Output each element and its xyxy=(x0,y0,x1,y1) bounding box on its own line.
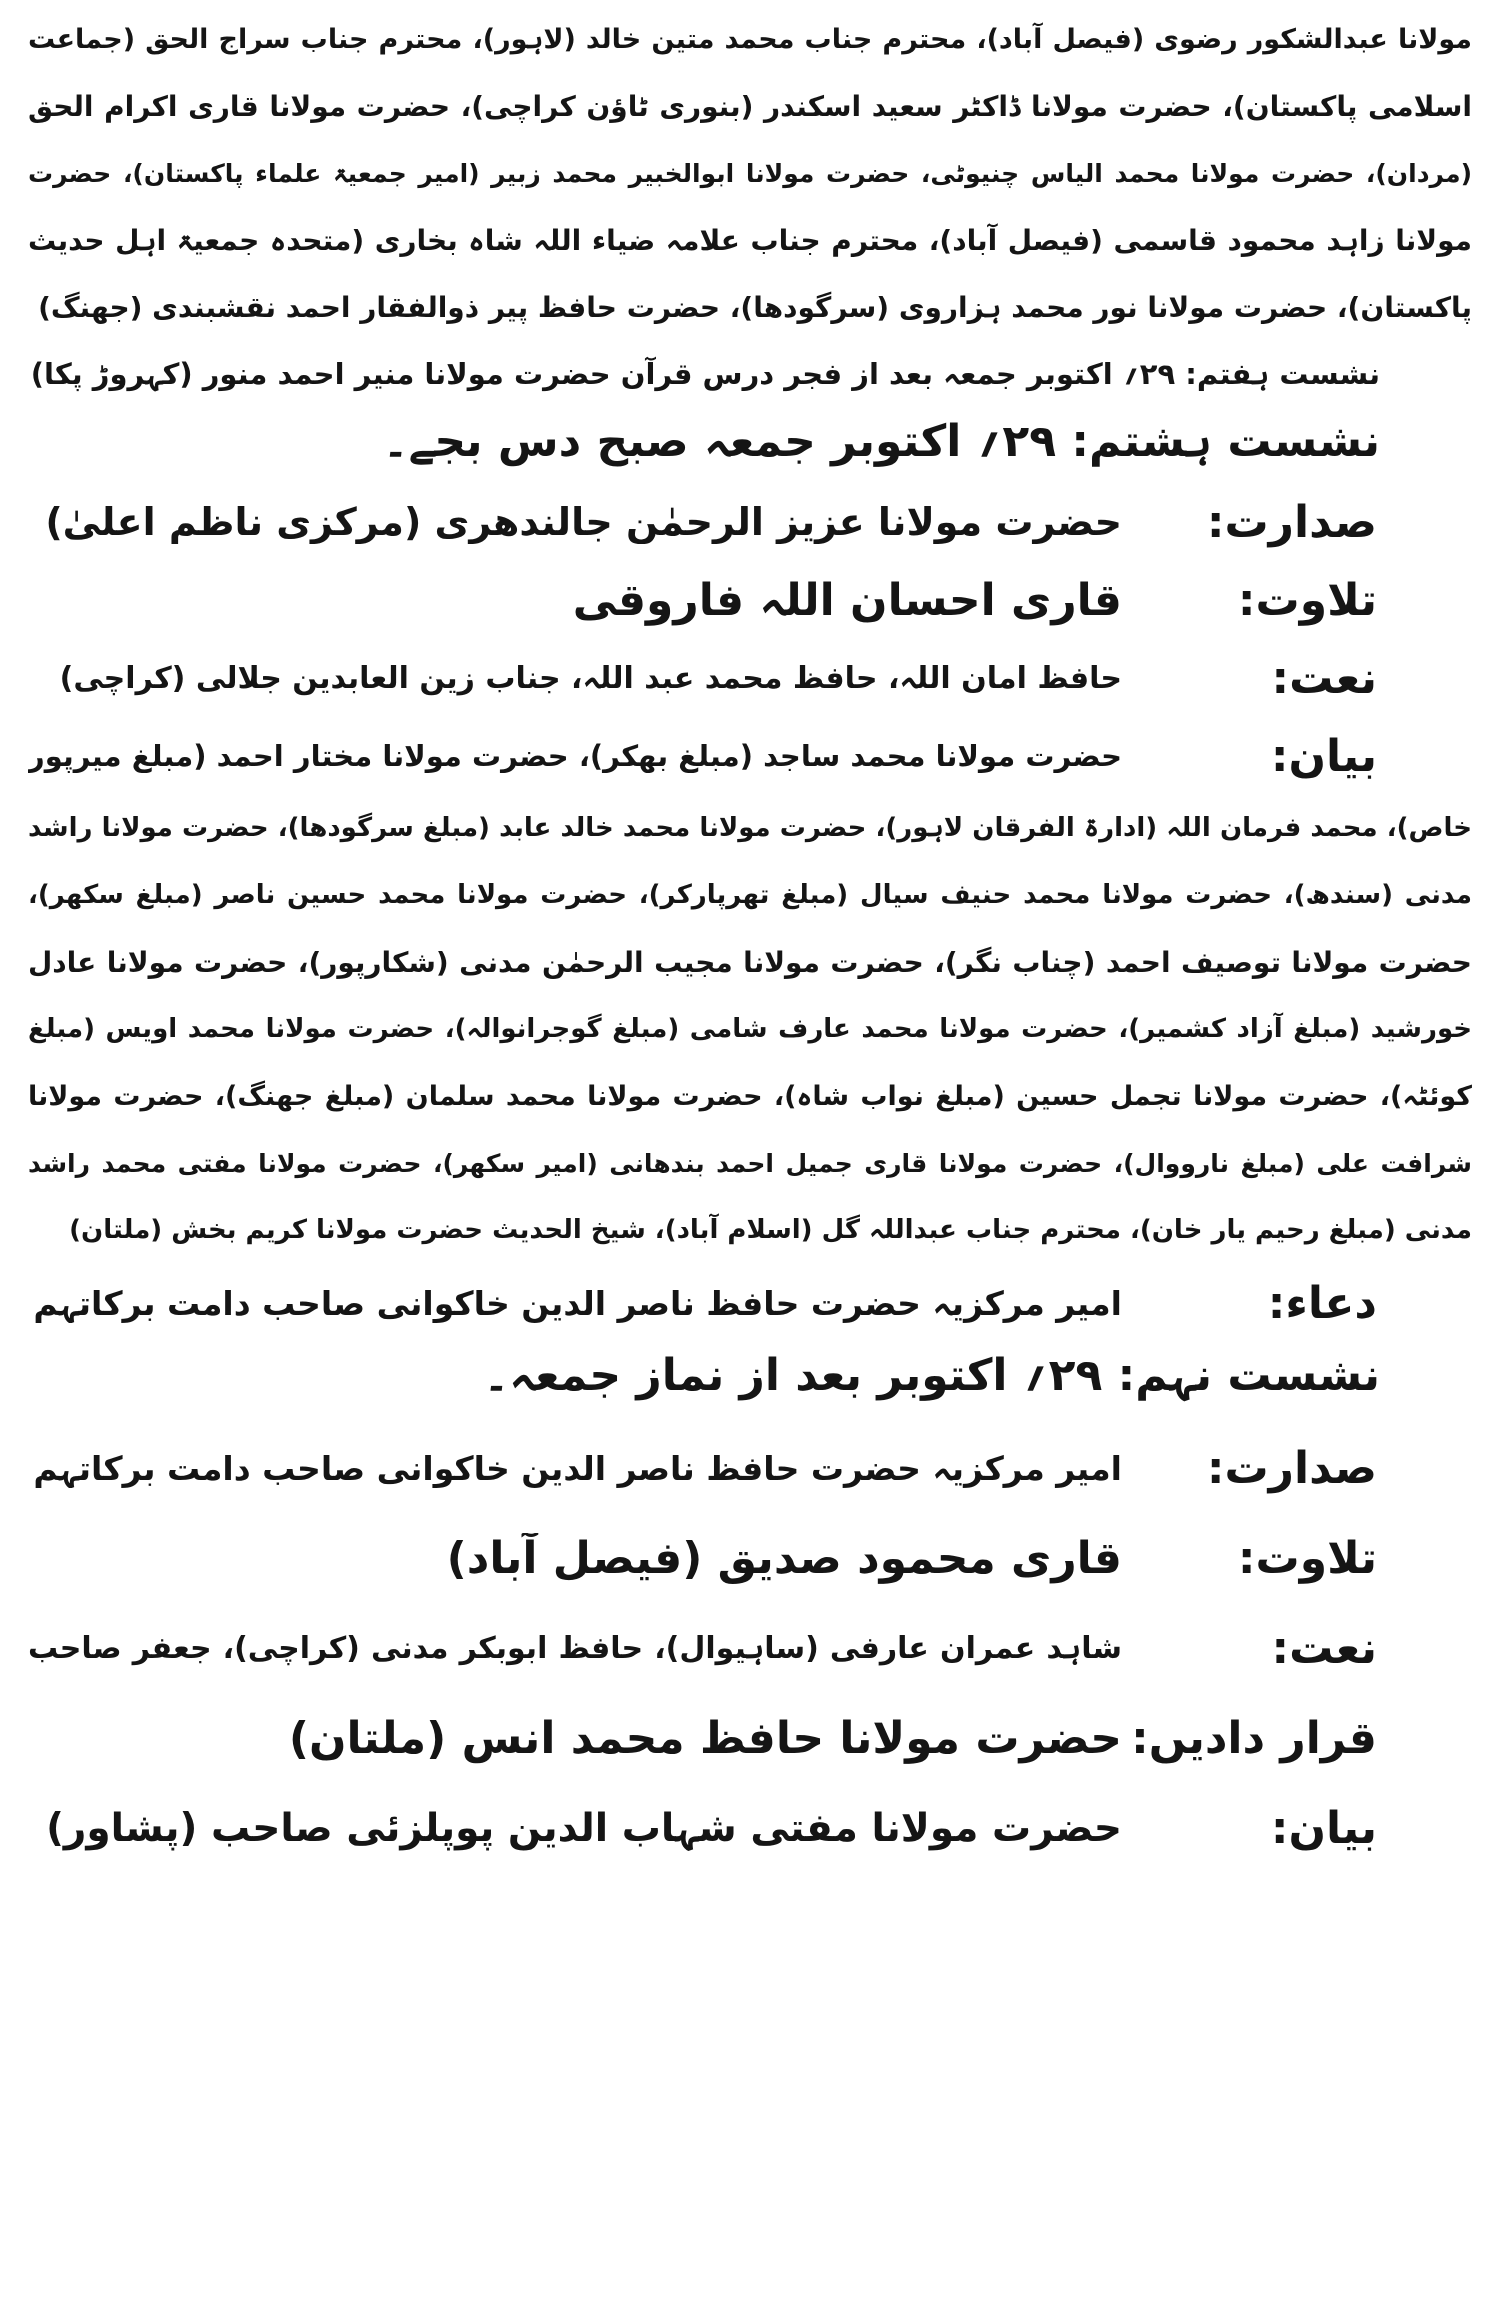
detail-value: حافظ امان اللہ، حافظ محمد عبد اللہ، جناب زین العابدین جلالی (کراچی) xyxy=(59,660,1122,696)
detail-label: تلاوت: xyxy=(1237,1532,1377,1584)
detail-row-naat xyxy=(28,639,1472,717)
detail-row-naat xyxy=(28,1603,1472,1693)
text-line: (مردان)، حضرت مولانا محمد الیاس چنیوٹی، حضرت مولانا ابوالخبیر محمد زبیر (امیر جمعیۃ علماء پاکستان)، حضرت xyxy=(28,159,1472,188)
text-line: مولانا عبدالشکور رضوی (فیصل آباد)، محترم جناب محمد متین خالد (لاہور)، محترم جناب سراج الحق (جماعت xyxy=(28,24,1472,55)
detail-row-recitation xyxy=(28,561,1472,639)
detail-label: تلاوت: xyxy=(1237,574,1377,626)
text-line: مدنی (مبلغ رحیم یار خان)، محترم جناب عبداللہ گل (اسلام آباد)، شیخ الحدیث حضرت مولانا کریم بخش (ملتان) xyxy=(69,1215,1472,1245)
text-line: مولانا زاہد محمود قاسمی (فیصل آباد)، محترم جناب علامہ ضیاء اللہ شاہ بخاری (متحدہ جمعیۃ اہل حدیث xyxy=(28,224,1472,257)
text-line: کوئٹہ)، حضرت مولانا تجمل حسین (مبلغ نواب شاہ)، حضرت مولانا محمد سلمان (مبلغ جھنگ)، حضرت مولانا xyxy=(28,1081,1472,1112)
detail-label: دعاء: xyxy=(1267,1277,1377,1329)
text-line: خورشید (مبلغ آزاد کشمیر)، حضرت مولانا محمد عارف شامی (مبلغ گوجرانوالہ)، حضرت مولانا محمد اویس (مبلغ xyxy=(28,1014,1472,1044)
detail-value: امیر مرکزیہ حضرت حافظ ناصر الدین خاکوانی صاحب دامت برکاتہم xyxy=(33,1448,1122,1488)
detail-row-recitation xyxy=(28,1513,1472,1603)
detail-label: صدارت: xyxy=(1206,1442,1377,1494)
detail-value: قاری محمود صدیق (فیصل آباد) xyxy=(446,1532,1122,1584)
participants-block-2 xyxy=(28,795,1472,1264)
session-7-heading: نشست ہفتم: ۲۹؍ اکتوبر جمعہ بعد از فجر درس قرآن حضرت مولانا منیر احمد منور (کہروڑ پکا) xyxy=(30,357,1380,391)
session-8-heading: نشست ہشتم: ۲۹؍ اکتوبر جمعہ صبح دس بجے۔ xyxy=(382,416,1380,467)
detail-label: صدارت: xyxy=(1206,496,1377,548)
detail-value: قاری احسان اللہ فاروقی xyxy=(572,574,1122,626)
detail-row-presidency xyxy=(28,1423,1472,1513)
detail-label: قرار دادیں: xyxy=(1131,1712,1377,1764)
text-line: خاص)، محمد فرمان اللہ (ادارۃ الفرقان لاہور)، حضرت مولانا محمد خالد عابد (مبلغ سرگودھا)، حضرت مولانا راشد xyxy=(28,813,1472,843)
detail-value: حضرت مولانا حافظ محمد انس (ملتان) xyxy=(288,1712,1122,1764)
detail-label: نعت: xyxy=(1271,1622,1377,1674)
detail-value: حضرت مولانا مفتی شہاب الدین پوپلزئی صاحب (پشاور) xyxy=(46,1805,1122,1851)
text-line: شرافت علی (مبلغ نارووال)، حضرت مولانا قاری جمیل احمد بندھانی (امیر سکھر)، حضرت مولانا مفتی محمد راشد xyxy=(28,1149,1472,1178)
detail-value: حضرت مولانا عزیز الرحمٰن جالندھری (مرکزی ناظم اعلیٰ) xyxy=(45,500,1122,544)
session-9-heading: نشست نہم: ۲۹؍ اکتوبر بعد از نماز جمعہ۔ xyxy=(483,1350,1380,1401)
document-page xyxy=(28,6,1472,2294)
text-line: مدنی (سندھ)، حضرت مولانا محمد حنیف سیال (مبلغ تھرپارکر)، حضرت مولانا محمد حسین ناصر (مبلغ سکھر)، xyxy=(28,880,1472,910)
detail-label: بیان: xyxy=(1270,1802,1377,1854)
session-8-details xyxy=(28,483,1472,795)
detail-row-dua xyxy=(28,1264,1472,1342)
detail-row-speeches xyxy=(28,1783,1472,1873)
detail-row-speeches xyxy=(28,717,1472,795)
text-line: اسلامی پاکستان)، حضرت مولانا ڈاکٹر سعید اسکندر (بنوری ٹاؤن کراچی)، حضرت مولانا قاری اکرام الحق xyxy=(28,90,1472,123)
detail-value: امیر مرکزیہ حضرت حافظ ناصر الدین خاکوانی صاحب دامت برکاتہم xyxy=(33,1283,1122,1323)
session-9-details xyxy=(28,1423,1472,1873)
text-line: حضرت مولانا توصیف احمد (چناب نگر)، حضرت مولانا مجیب الرحمٰن مدنی (شکارپور)، حضرت مولانا عادل xyxy=(28,946,1472,979)
participants-block-1 xyxy=(28,6,1472,341)
detail-label: بیان: xyxy=(1270,730,1377,782)
detail-row-resolutions xyxy=(28,1693,1472,1783)
detail-value: شاہد عمران عارفی (ساہیوال)، حافظ ابوبکر مدنی (کراچی)، جعفر صاحب xyxy=(28,1630,1122,1666)
detail-value: حضرت مولانا محمد ساجد (مبلغ بھکر)، حضرت مولانا مختار احمد (مبلغ میرپور xyxy=(28,739,1122,773)
text-line: پاکستان)، حضرت مولانا نور محمد ہزاروی (سرگودھا)، حضرت حافظ پیر ذوالفقار احمد نقشبندی (جھنگ) xyxy=(38,291,1472,324)
detail-label: نعت: xyxy=(1271,652,1377,704)
detail-row-presidency xyxy=(28,483,1472,561)
